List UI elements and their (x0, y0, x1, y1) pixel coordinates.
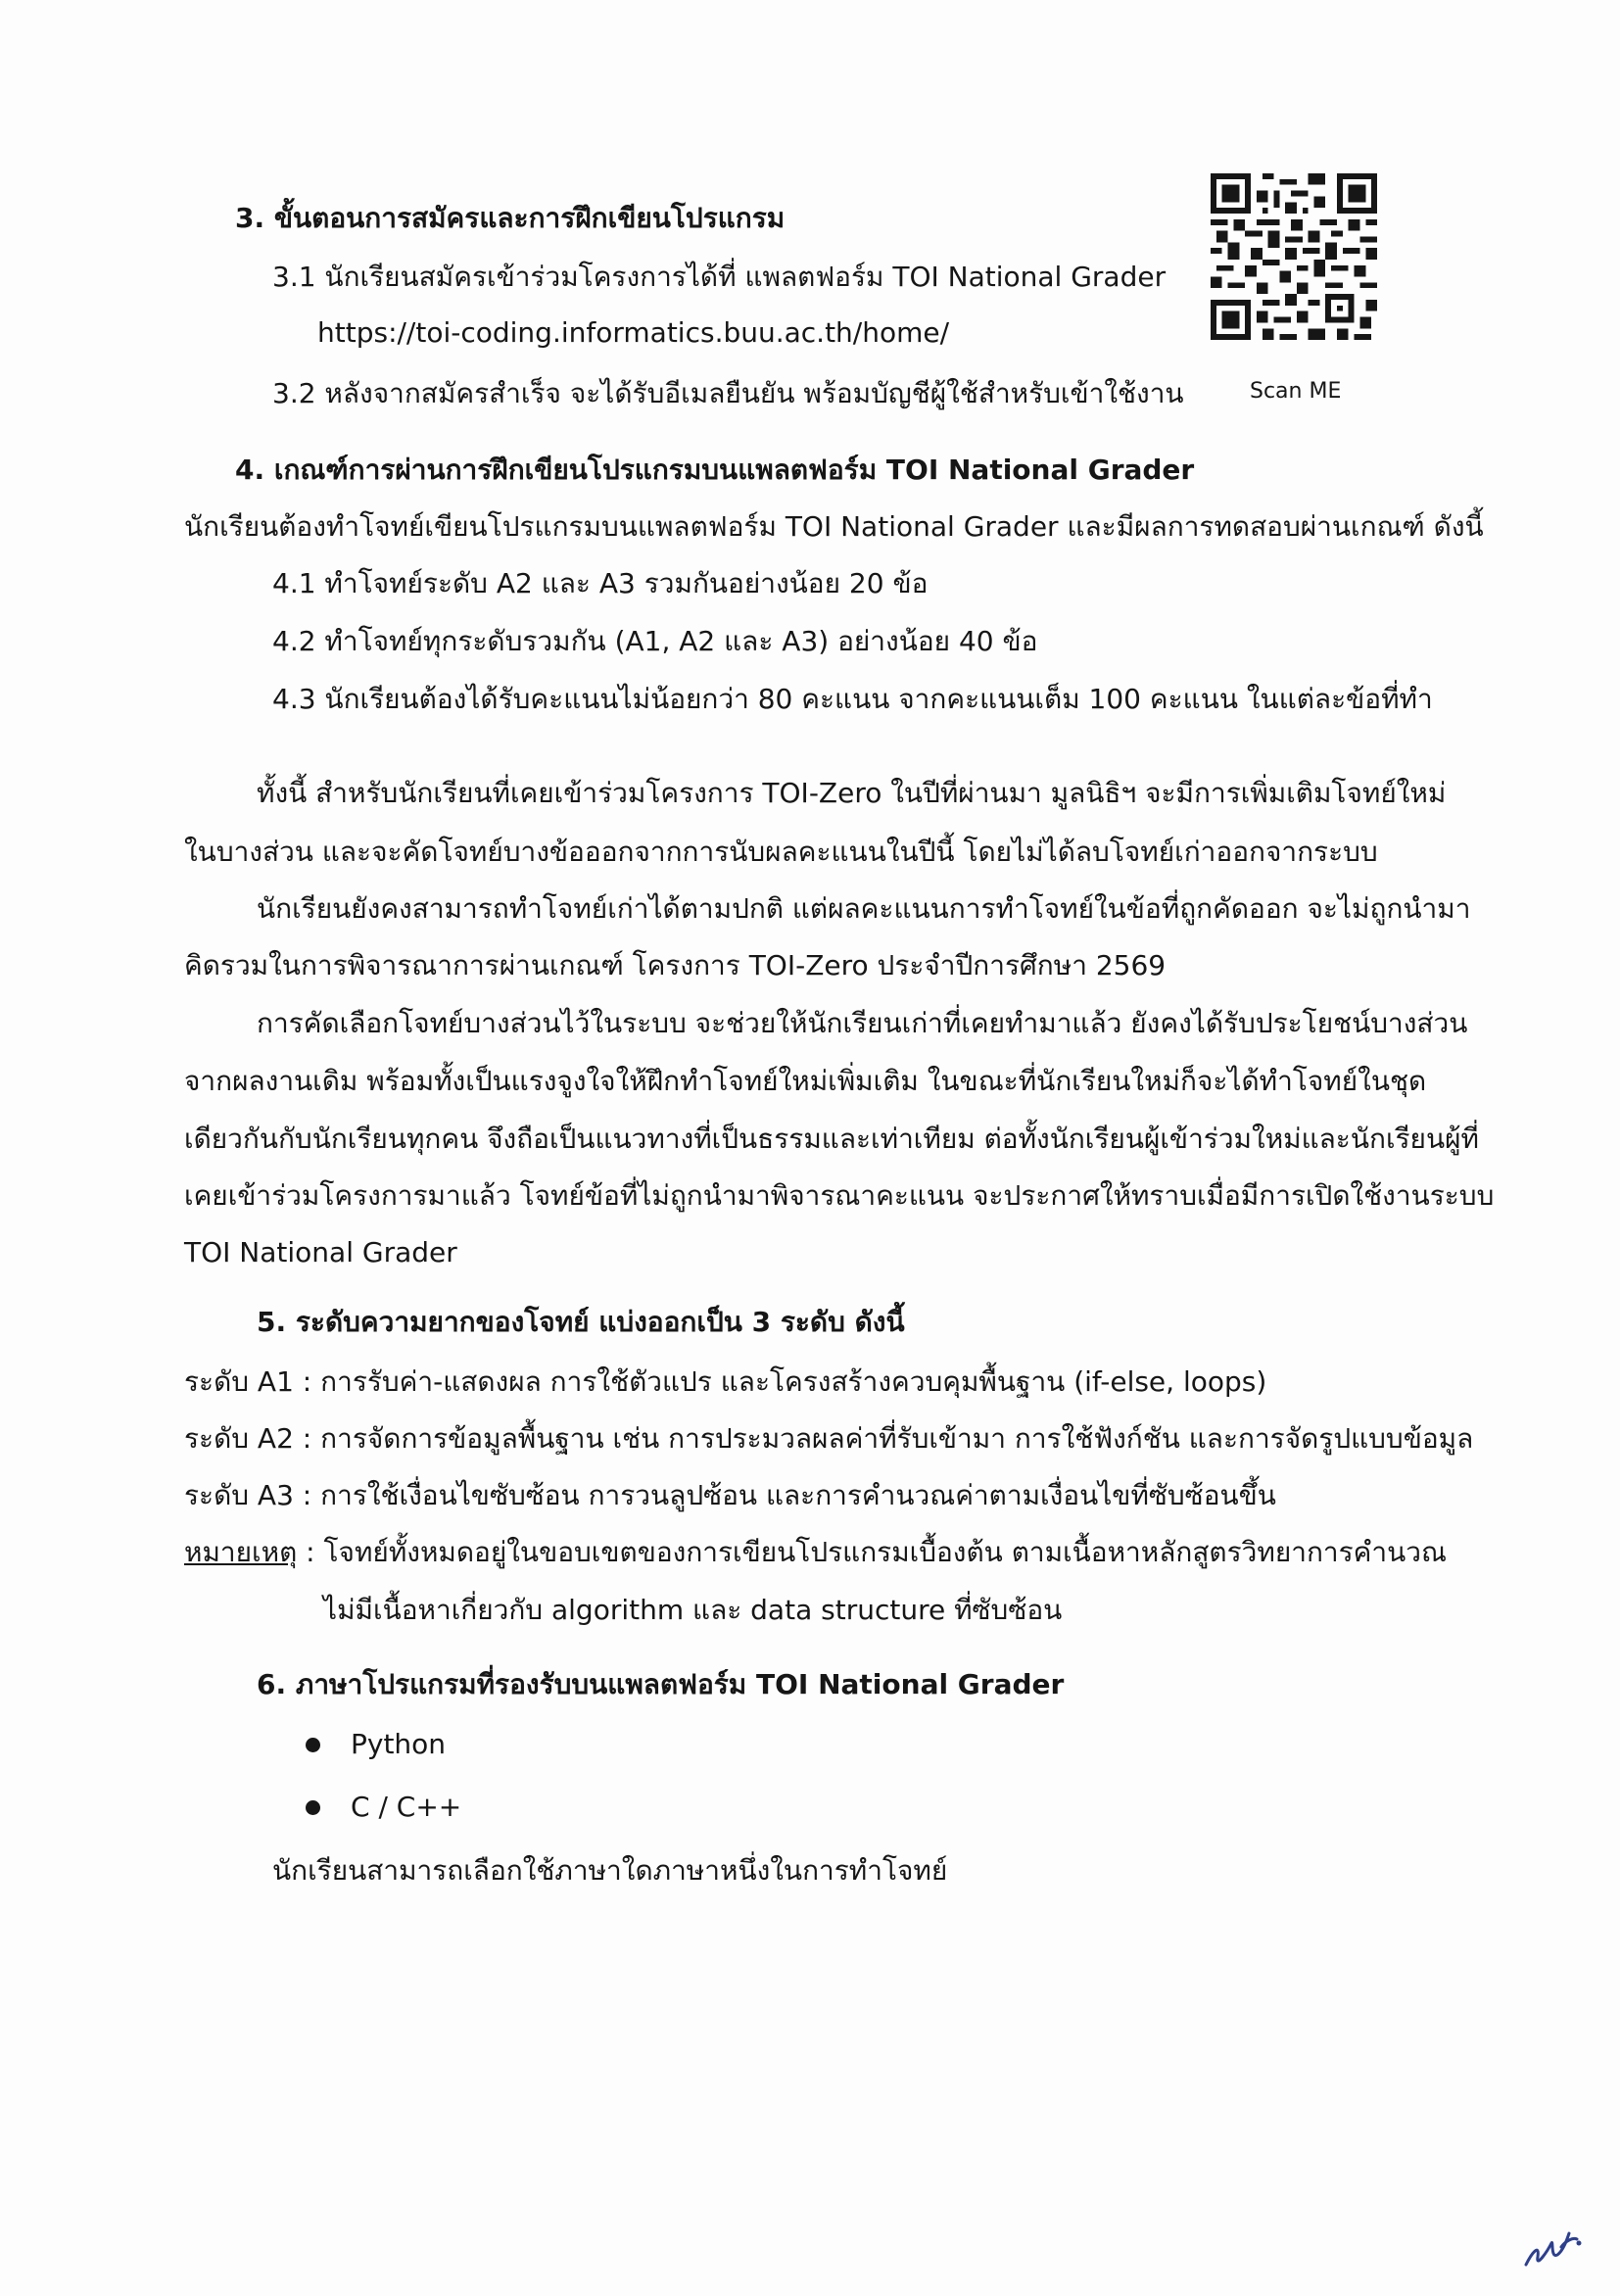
section-3-item-2: 3.2 หลังจากสมัครสำเร็จ จะได้รับอีเมลยืนยัน พร้อมบัญชีผู้ใช้สำหรับเข้าใช้งาน (272, 377, 1184, 409)
level-a1: ระดับ A1 : การรับค่า-แสดงผล การใช้ตัวแปร และโครงสร้างควบคุมพื้นฐาน (if-else, loops) (184, 1365, 1267, 1398)
bullet-icon (306, 1800, 320, 1815)
paragraph-1-line-2: ในบางส่วน และจะคัดโจทย์บางข้อออกจากการนับผลคะแนนในปีนี้ โดยไม่ได้ลบโจทย์เก่าออกจากระบบ (184, 836, 1378, 868)
paragraph-3-line-5: TOI National Grader (184, 1236, 457, 1268)
paragraph-3-line-2: จากผลงานเดิม พร้อมทั้งเป็นแรงจูงใจให้ฝึกทำโจทย์ใหม่เพิ่มเติม ในขณะที่นักเรียนใหม่ก็จะได้ทำโจทย์ในชุด (184, 1065, 1427, 1097)
section-4-intro: นักเรียนต้องทำโจทย์เขียนโปรแกรมบนแพลตฟอร์ม TOI National Grader และมีผลการทดสอบผ่านเกณฑ์ ดังนี้ (184, 510, 1484, 543)
level-a3: ระดับ A3 : การใช้เงื่อนไขซับซ้อน การวนลูปซ้อน และการคำนวณค่าตามเงื่อนไขที่ซับซ้อนขึ้น (184, 1479, 1276, 1511)
note-line-2: ไม่มีเนื้อหาเกี่ยวกับ algorithm และ data structure ที่ซับซ้อน (323, 1594, 1063, 1626)
qr-caption: Scan ME (1250, 379, 1342, 404)
section-4-criterion-2: 4.2 ทำโจทย์ทุกระดับรวมกัน (A1, A2 และ A3) อย่างน้อย 40 ข้อ (272, 625, 1038, 657)
section-4-criterion-3: 4.3 นักเรียนต้องได้รับคะแนนไม่น้อยกว่า 80 คะแนน จากคะแนนเต็ม 100 คะแนน ในแต่ละข้อที่ทำ (272, 683, 1433, 715)
note-label: หมายเหตุ (184, 1536, 298, 1568)
bullet-icon (306, 1738, 320, 1752)
section-6-footer: นักเรียนสามารถเลือกใช้ภาษาใดภาษาหนึ่งในการทำโจทย์ (272, 1854, 948, 1887)
registration-url[interactable]: https://toi-coding.informatics.buu.ac.th/home/ (317, 316, 950, 349)
section-3-heading: 3. ขั้นตอนการสมัครและการฝึกเขียนโปรแกรม (235, 202, 786, 234)
section-4-criterion-1: 4.1 ทำโจทย์ระดับ A2 และ A3 รวมกันอย่างน้อย 20 ข้อ (272, 567, 929, 599)
note-text: : โจทย์ทั้งหมดอยู่ในขอบเขตของการเขียนโปรแกรมเบื้องต้น ตามเนื้อหาหลักสูตรวิทยาการคำนวณ (306, 1536, 1447, 1568)
language-c-cpp: C / C++ (351, 1791, 462, 1823)
paragraph-3-line-1: การคัดเลือกโจทย์บางส่วนไว้ในระบบ จะช่วยให้นักเรียนเก่าที่เคยทำมาแล้ว ยังคงได้รับประโยชน์บางส่วน (257, 1007, 1468, 1039)
section-5-heading: 5. ระดับความยากของโจทย์ แบ่งออกเป็น 3 ระดับ ดังนี้ (257, 1306, 905, 1338)
paragraph-3-line-3: เดียวกันกับนักเรียนทุกคน จึงถือเป็นแนวทางที่เป็นธรรมและเท่าเทียม ต่อทั้งนักเรียนผู้เข้าร่วมใหม่และนักเรียนผู้ที่ (184, 1123, 1479, 1155)
paragraph-1-line-1: ทั้งนี้ สำหรับนักเรียนที่เคยเข้าร่วมโครงการ TOI-Zero ในปีที่ผ่านมา มูลนิธิฯ จะมีการเพิ่มเติมโจทย์ใหม่ (257, 777, 1447, 809)
section-4-heading: 4. เกณฑ์การผ่านการฝึกเขียนโปรแกรมบนแพลตฟอร์ม TOI National Grader (235, 454, 1195, 486)
section-3-item-1: 3.1 นักเรียนสมัครเข้าร่วมโครงการได้ที่ แพลตฟอร์ม TOI National Grader (272, 261, 1167, 293)
language-python: Python (351, 1728, 447, 1760)
paragraph-2-line-1: นักเรียนยังคงสามารถทำโจทย์เก่าได้ตามปกติ แต่ผลคะแนนการทำโจทย์ในข้อที่ถูกคัดออก จะไม่ถูกนำมา (257, 892, 1471, 925)
paragraph-2-line-2: คิดรวมในการพิจารณาการผ่านเกณฑ์ โครงการ TOI-Zero ประจำปีการศึกษา 2569 (184, 949, 1167, 981)
note-line-1 (184, 1533, 1447, 1572)
section-6-heading: 6. ภาษาโปรแกรมที่รองรับบนแพลตฟอร์ม TOI National Grader (257, 1668, 1065, 1700)
qr-code-icon[interactable] (1211, 172, 1377, 341)
handwritten-initials-icon (1518, 2214, 1587, 2282)
level-a2: ระดับ A2 : การจัดการข้อมูลพื้นฐาน เช่น การประมวลผลค่าที่รับเข้ามา การใช้ฟังก์ชัน และการจัดรูปแบบข้อมูล (184, 1422, 1474, 1455)
paragraph-3-line-4: เคยเข้าร่วมโครงการมาแล้ว โจทย์ข้อที่ไม่ถูกนำมาพิจารณาคะแนน จะประกาศให้ทราบเมื่อมีการเปิดใช้งานระบบ (184, 1179, 1495, 1212)
